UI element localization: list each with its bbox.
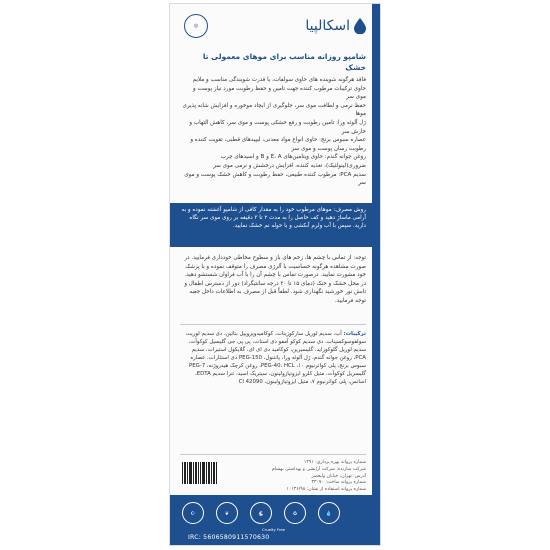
- features-list: [181, 76, 366, 188]
- drop-icon: 💧: [318, 502, 340, 524]
- feature-item: ژل آلوئه ورا: تامین رطوبت و رفع خشکی پوست و موی سر، کاهش التهاب و خارش سر: [189, 119, 366, 135]
- info-line: شماره پروانه بهره برداری: ۱۳۹۱: [303, 460, 366, 465]
- usage-band: [170, 203, 372, 247]
- info-line: آدرس: تهران، خیابان ولیعصر: [311, 473, 366, 479]
- brand-name: اسکالپیا: [305, 18, 350, 34]
- divider: [180, 324, 366, 325]
- footer-band: [170, 495, 372, 545]
- info-line: شماره پروانه ساخت: ۳۳۰۷۰: [311, 480, 366, 486]
- water-drop-icon: [354, 18, 366, 34]
- bunny-icon: 🐇: [250, 502, 272, 524]
- info-line: شرکت سازنده: شرکت آرایشی و بهداشتی بهسام: [271, 466, 366, 472]
- usage-text: روش مصرف: موهای مرطوب خود را به مقدار کافی از شامپو آغشته نموده و به آرامی ماساژ دهید و کف حاصل را به مدت ۲ تا ۳ دقیقه بر روی موی سر نگاه دارید. سپس با آب ولرم آبکشی و با حوله نم خشک نمایید.: [181, 207, 366, 229]
- ingredients-block: [181, 330, 366, 386]
- product-title: شامپو روزانه مناسب برای موهای معمولی تا خشک: [202, 52, 366, 72]
- feature-item: حاوی ترکیبات مرطوب کننده جهت تامین و حفظ رطوبت مورد نیاز پوست و موی سر: [192, 85, 366, 101]
- barcode-icon: [180, 460, 220, 486]
- feature-item: فاقد هرگونه شوینده های حاوی سولفات، با قدرت شویندگی مناسب و ملایم: [192, 77, 366, 83]
- warnings-text: توجه: از تماس با چشم ها، زخم های باز و سطوح مخاطی خودداری فرمایید. در صورت مشاهده هرگونه حساسیت یا آلرژی مصرف را متوقف نموده و با پزشک خود مشورت نمایید. درصورت تماس با چشم آن را با آب فراوان شستشو دهید. در محل خشک و خنک (دمای ۱۵ تا ۳۰ درجه سانتیگراد) دور از دسترس اطفال و تابش نور خورشید نگهداری شود. لطفاً قبل از مصرف به اطلاعات داخل جعبه توجه فرمایید.: [184, 255, 366, 304]
- feature-item: روغن جوانه گندم: حاوی ویتامین‌های E، A و B و اسیدهای چرب ضروری(لینولئیک)، تغذیه کننده، افزایش درخشش و نرمی موی سر: [213, 154, 366, 169]
- info-line: شماره پروانه استفاده از نشان: ۱۰۱۳۶/۹۸: [286, 487, 366, 493]
- cruelty-free-label: Cruelty Free: [262, 527, 286, 532]
- box-edge: [372, 4, 380, 545]
- divider: [180, 454, 366, 455]
- ingredients-text: آب، سدیم لوریل سارکوزینات، کوکامیدوپروپیل بتائین، دی سدیم لوریت سولفوسوکسینات، دی سدیم کوکو آمفو دی استات، پی پی جی گلیسیل کوکوآت، سدیم لوریل گلوکوزاید، گلیسیرین، کوکامید دی ای ای، گلایکول استیرات، سدیم PCA، روغن جوانه گندم، ژل آلوئه ورا، پانتنول، PEG-150 دی استئارات، عصاره سبوس برنج، پلی کواترنیوم ۱۰، PEG-40، HCL، روغن کرچک هیدروژنه، PEG-7 گلیسریل کوکوآت، متیل کلرو ایزوتیازولینون، سیتریک اسید، تترا سدیم EDTA، اسانس، پلی کواترنیوم ۷، متیل ایزوتیازولینون، CI 42090: [185, 331, 366, 385]
- recycle-icon: ♻: [284, 502, 306, 524]
- product-box-side: [169, 3, 381, 546]
- ingredients-label: ترکیبات:: [343, 331, 366, 337]
- feature-item: حفظ نرمی و لطافت موی سر، جلوگیری از ایجاد موخوره و افزایش شانه پذیری موها: [182, 102, 366, 118]
- halal-icon: ☪: [182, 502, 204, 524]
- certification-icons: [182, 500, 360, 526]
- seal-icon: ◎: [184, 14, 208, 38]
- irc-code: IRC: 5606580911570630: [188, 534, 270, 541]
- feature-item: عصاره سبوس برنج: حاوی انواع مواد معدنی، لیپیدهای قطبی، تقویت کننده و رطوبت رسان پوست و موی سر: [190, 137, 366, 152]
- feature-item: سدیم PCA: مرطوب کننده طبیعی، حفظ رطوبت و کاهش خشک پوست و موی سر: [184, 171, 366, 187]
- leaf-icon: ❦: [216, 502, 238, 524]
